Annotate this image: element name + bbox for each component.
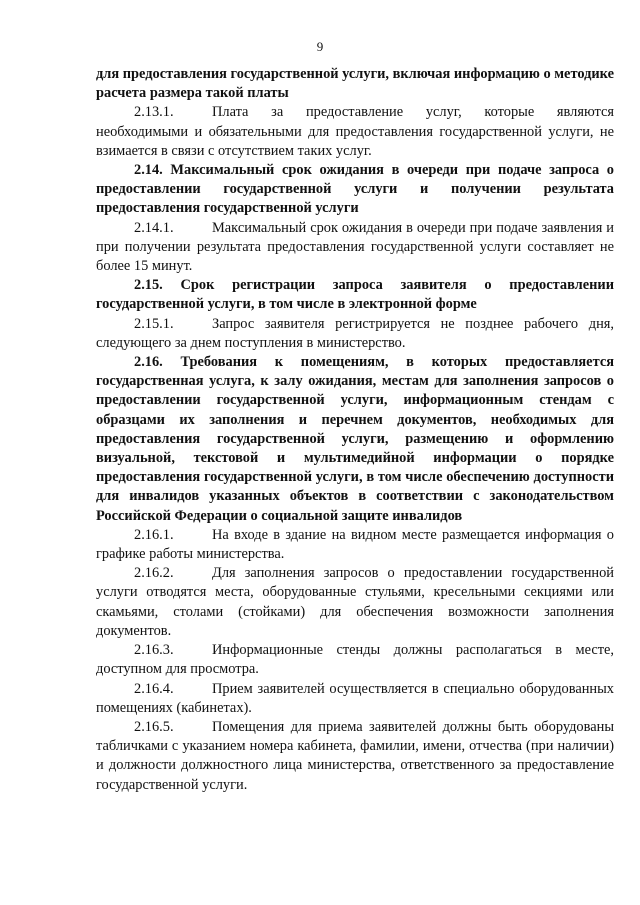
- paragraph-text: На входе в здание на видном месте размещается информация о графике работы министерства.: [96, 526, 614, 563]
- paragraph-number: 2.13.1.: [134, 104, 174, 121]
- paragraph-text: Плата за предоставление услуг, которые являются необходимыми и обязательными для предоставления государственной услуги, не взимается в связи с отсутствием таких услуг.: [96, 104, 614, 159]
- paragraph-text: Информационные стенды должны располагаться в месте, доступном для просмотра.: [96, 642, 614, 678]
- paragraph-number: 2.14.1.: [134, 219, 174, 236]
- paragraph-2-14-1: [96, 219, 614, 277]
- paragraph-text: Максимальный срок ожидания в очереди при подаче заявления и при получении результата предоставления государственной услуги составляет не более 15 минут.: [96, 219, 614, 275]
- paragraph-text: Помещения для приема заявителей должны быть оборудованы табличками с указанием номера кабинета, фамилии, имени, отчества (при наличии) и должности должностного лица министерства, ответственного за предоставление государственной услуги.: [96, 718, 614, 793]
- heading-text: для предоставления государственной услуги, включая информацию о методике расчета размера такой платы: [96, 66, 614, 102]
- paragraph-2-16-1: [96, 526, 614, 564]
- paragraph-number: 2.16.2.: [134, 565, 174, 582]
- paragraph-number: 2.16.1.: [134, 526, 174, 543]
- document-body: [96, 65, 614, 795]
- section-heading-2-14: [96, 161, 614, 219]
- paragraph-text: Прием заявителей осуществляется в специально оборудованных помещениях (кабинетах).: [96, 680, 614, 716]
- section-heading-continuation: [96, 65, 614, 103]
- heading-text: 2.16. Требования к помещениям, в которых предоставляется государственная услуга, к залу ожидания, местам для заполнения запросов о предоставлении государственной услуги, информационным стендам с образцами их заполнения и перечнем документов, необходимых для предоставления государственной услуги, размещению и оформлению визуальной, текстовой и мультимедийной информации о порядке предоставления государственной услуги, в том числе обеспечению доступности для инвалидов указанных объектов в соответствии с законодательством Российской Федерации о социальной защите инвалидов: [96, 354, 614, 524]
- paragraph-2-16-3: [96, 641, 614, 679]
- section-heading-2-16: [96, 353, 614, 526]
- paragraph-number: 2.16.4.: [134, 680, 174, 697]
- paragraph-2-16-4: [96, 680, 614, 718]
- paragraph-number: 2.16.3.: [134, 642, 174, 659]
- paragraph-text: Для заполнения запросов о предоставлении государственной услуги отводятся места, оборудованные стульями, кресельными секциями или скамьями, столами (стойками) для обеспечения возможности заполнения документов.: [96, 565, 614, 639]
- paragraph-2-15-1: [96, 315, 614, 353]
- paragraph-text: Запрос заявителя регистрируется не позднее рабочего дня, следующего за днем поступления в министерство.: [96, 315, 614, 351]
- section-heading-2-15: [96, 276, 614, 314]
- page-number: 9: [316, 39, 324, 54]
- heading-text: 2.14. Максимальный срок ожидания в очереди при подаче запроса о предоставлении государственной услуги и получении результата предоставления государственной услуги: [96, 162, 614, 217]
- paragraph-number: 2.16.5.: [134, 718, 174, 735]
- paragraph-2-16-2: [96, 564, 614, 641]
- heading-text: 2.15. Срок регистрации запроса заявителя о предоставлении государственной услуги, в том числе в электронной форме: [96, 277, 614, 313]
- paragraph-number: 2.15.1.: [134, 315, 174, 332]
- paragraph-2-16-5: [96, 718, 614, 795]
- paragraph-2-13-1: [96, 103, 614, 161]
